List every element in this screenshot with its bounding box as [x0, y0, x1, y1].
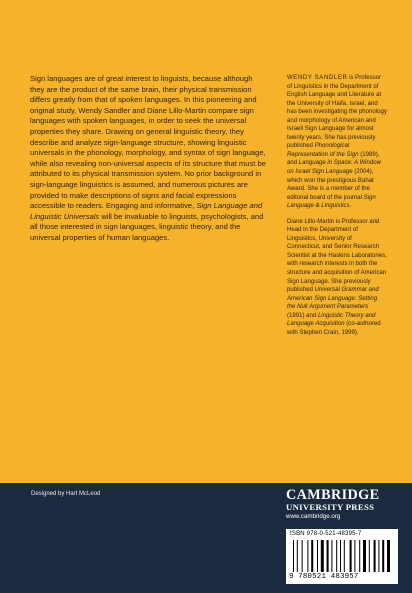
- barcode-digits: 9 780521 483957: [289, 573, 359, 581]
- barcode-panel: [286, 529, 398, 584]
- author-bio-lillo-martin: Diane Lillo-Martin is Professor and Head in the Department of Linguistics, University of Connecticut, and Senior Research Scientist at the Haskins Laboratories, with research interests in both the structure and acquisition of American Sign Language. She previously published Universal Grammar and American Sign Language: Setting the Null Argument Parameters (1991) and Linguistic Theory and Language Acquisition (co-authored with Stephen Crain, 1999).: [287, 218, 387, 336]
- journal-title: Sign Language & Linguistics: [287, 194, 376, 210]
- book-description: [30, 74, 268, 244]
- publisher-logo: [286, 488, 396, 521]
- description-book-title: Sign Language and Linguistic Universals: [30, 201, 263, 221]
- book-title: Linguistic Theory and Language Acquisition: [287, 312, 376, 328]
- barcode-icon: [293, 540, 391, 572]
- description-text: Sign languages are of great interest to linguists, because although they are the product of the same brain, their physical transmission differs greatly from that of spoken languages. In this pioneering and original study, Wendy Sandler and Diane Lillo-Martin compare sign languages with spoken languages, in order to seek the universal properties they share. Drawing on general linguistic theory, they describe and analyze sign-language structure, showing linguistic universals in the phonology, morphology, and syntax of sign language, while also revealing non-universal aspects of its structure that must be attributed to its physical transmission system. No prior background in sign-language linguistics is assumed, and numerous pictures are provided to make descriptions of signs and facial expressions accessible to readers. Engaging and informative,: [30, 74, 266, 211]
- author-bios: [287, 74, 387, 337]
- publisher-name: CAMBRIDGE: [286, 487, 380, 503]
- description-text-end: will be invaluable to linguists, psychologists, and all those interested in sign languages, linguistic theory, and the universal properties of human languages.: [30, 211, 264, 242]
- isbn-label: ISBN 978-0-521-48395-7: [290, 531, 362, 537]
- author-name: WENDY SANDLER: [287, 75, 348, 81]
- book-title: Language in Space: A Window on Israel Sign Language: [287, 160, 381, 176]
- designer-credit: Designed by Hart McLeod: [31, 491, 101, 497]
- book-title: Phonological Representation of the Sign: [287, 143, 359, 158]
- publisher-subtitle: UNIVERSITY PRESS: [286, 502, 375, 512]
- author-bio-sandler: WENDY SANDLER is Professor of Linguistics in the Department of English Language and Literature at the University of Haifa, Israel, and has been investigating the phonology and morphology of American and Israeli Sign Language for almost twenty years. She has previously published Phonological Representation of the Sign (1989), and Language in Space: A Window on Israel Sign Language (2004), which won the prestigious Bahat Award. She is a member of the editorial board of the journal Sign Language & Linguistics.: [287, 75, 387, 210]
- publisher-url: www.cambridge.org: [286, 513, 341, 520]
- cover-footer: [0, 483, 412, 593]
- book-title: Universal Grammar and American Sign Language: Setting the Null Argument Parameters: [287, 287, 379, 311]
